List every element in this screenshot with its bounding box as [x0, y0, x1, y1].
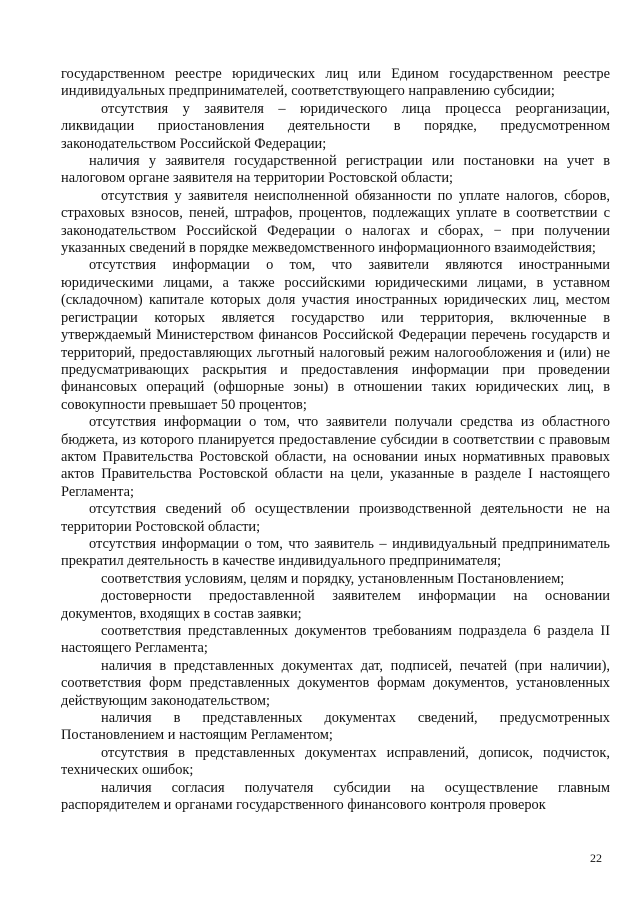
paragraph: отсутствия в представленных документах исправлений, дописок, подчисток, технических ошибок;: [61, 744, 610, 779]
paragraph: соответствия представленных документов требованиям подраздела 6 раздела II настоящего Регламента;: [61, 623, 610, 657]
paragraph: государственном реестре юридических лиц или Едином государственном реестре индивидуальных предпринимателей, соответствующего направлению субсидии;: [61, 66, 610, 100]
paragraph: наличия в представленных документах сведений, предусмотренных Постановлением и настоящим Регламентом;: [61, 710, 610, 744]
page-number: 22: [590, 851, 602, 865]
paragraph: наличия в представленных документах дат, подписей, печатей (при наличии), соответствия форм представленных документов формам документов, установленных действующим законодательством;: [61, 657, 610, 709]
paragraph: соответствия условиям, целям и порядку, установленным Постановлением;: [101, 570, 565, 587]
document-body: [61, 66, 610, 814]
paragraph: отсутствия у заявителя – юридического лица процесса реорганизации, ликвидации приостановления деятельности в порядке, предусмотренном законодательством Российской Федерации;: [61, 100, 610, 152]
paragraph: отсутствия информации о том, что заявитель – индивидуальный предприниматель прекратил деятельность в качестве индивидуального предпринимателя;: [61, 535, 610, 570]
paragraph: отсутствия сведений об осуществлении производственной деятельности не на территории Ростовской области;: [61, 501, 610, 535]
paragraph: наличия согласия получателя субсидии на осуществление главным распорядителем и органами государственного финансового контроля проверок: [61, 779, 610, 814]
paragraph: достоверности предоставленной заявителем информации на основании документов, входящих в состав заявки;: [61, 588, 610, 622]
paragraph: отсутствия информации о том, что заявители являются иностранными юридическими лицами, а также российскими юридическими лицами, в уставном (складочном) капитале которых доля участия иностранных юридических лиц, местом регистрации которых является государство или территория, включенные в утверждаемый Министерством финансов Российской Федерации перечень государств и территорий, предоставляющих льготный налоговый режим налогообложения и (или) не предусматривающих раскрытия и предоставления информации при проведении финансовых операций (офшорные зоны) в отношении таких юридических лиц, в совокупности превышает 50 процентов;: [61, 257, 610, 413]
paragraph: отсутствия у заявителя неисполненной обязанности по уплате налогов, сборов, страховых взносов, пеней, штрафов, процентов, подлежащих уплате в соответствии с законодательством Российской Федерации о налогах и сборах, − при получении указанных сведений в порядке межведомственного информационного взаимодействия;: [61, 187, 610, 257]
paragraph: отсутствия информации о том, что заявители получали средства из областного бюджета, из которого планируется предоставление субсидии в соответствии с правовым актом Правительства Ростовской области, на основании иных нормативных правовых актов Правительства Ростовской области на цели, указанные в разделе I настоящего Регламента;: [61, 414, 610, 500]
paragraph: наличия у заявителя государственной регистрации или постановки на учет в налоговом органе заявителя на территории Ростовской области;: [61, 153, 610, 187]
